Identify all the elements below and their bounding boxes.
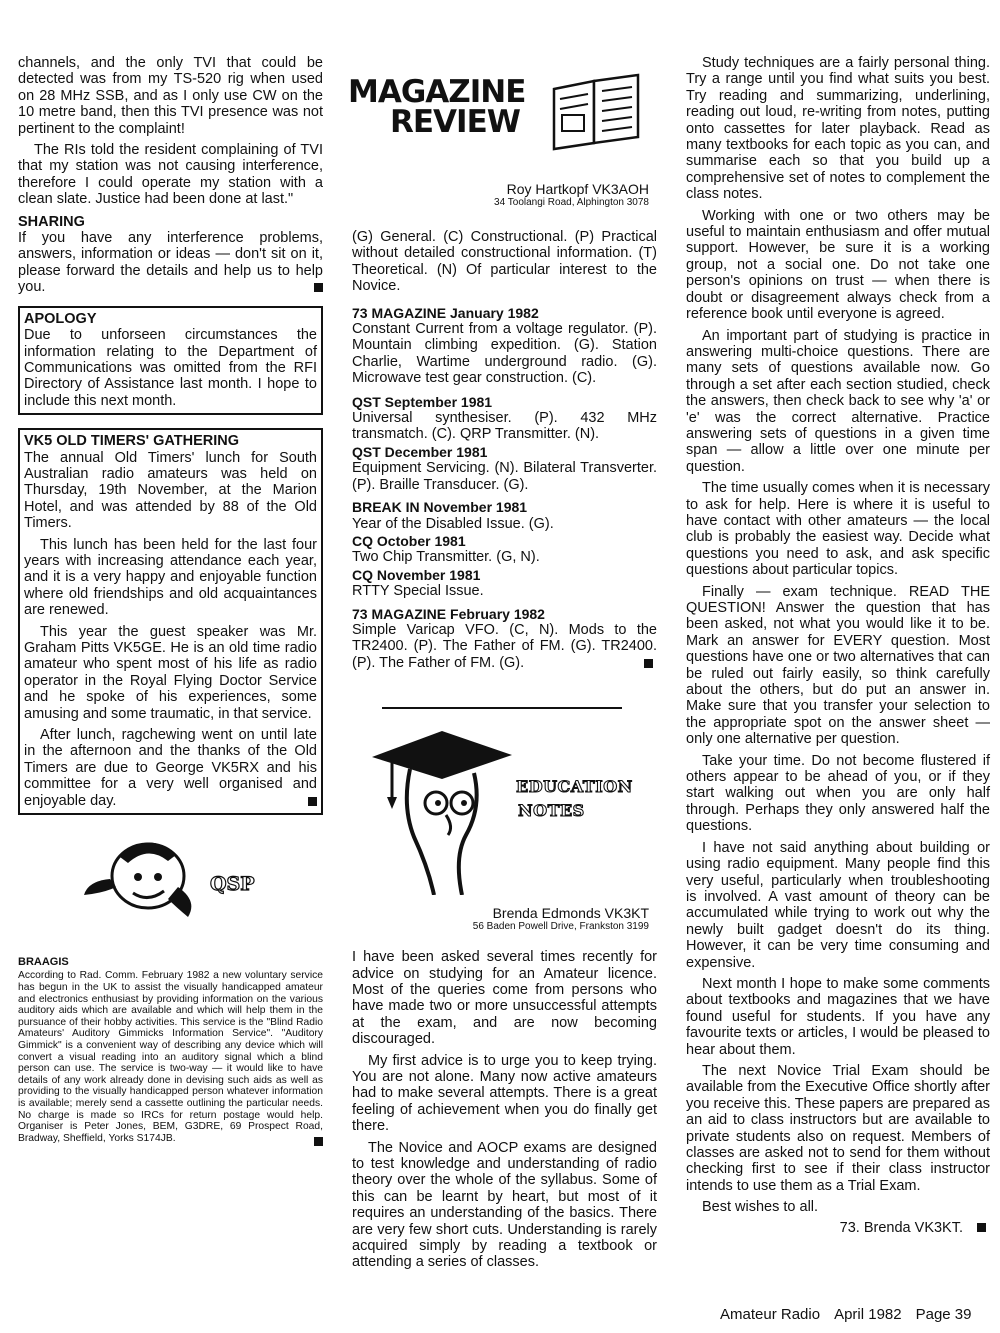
review-author: Roy Hartkopf VK3AOH [506,181,649,197]
review-entry-heading: CQ November 1981 [352,566,481,583]
review-entry-text: Universal synthesiser. (P). 432 MHz transmatch. (C). QRP Transmitter. (N). [352,410,657,443]
education-paragraph-1: I have been asked several times recently for advice on studying for an Amateur licence. Most of the queries come from persons who have made two or more unsuccessful attempts at the exam, and are now becoming discouraged. [352,949,657,1048]
education-paragraph-2: My first advice is to urge you to keep trying. You are not alone. Many now active amateurs had to make several attempts. There is a great feeling of achievement when you do finally get there. [352,1052,657,1135]
review-entry-text: Constant Current from a voltage regulator. (P). Mountain climbing expedition. (G). Station Charlie, Wartime underground radio. (G). Microwave test gear construction. (C). [352,321,657,387]
braagis-section [18,954,323,1144]
study-paragraph-4: The time usually comes when it is necessary to ask for help. Here is where it is useful to have contact with other amateurs — the local club is probably the easiest way. Decide what questions you need to ask, and ask specific questions about particular topics. [686,480,990,579]
review-entries [352,305,657,672]
study-paragraph-7: I have not said anything about building or using radio equipment. Many people find this very useful, particularly when troubleshooting is involved. A vast amount of theory can be accumulated while trying to work out why the newly built gadget doesn't do its thing. However, it can be very time consuming and expensive. [686,839,990,971]
end-mark-icon [308,797,317,806]
review-entry-heading: 73 MAGAZINE February 1982 [352,605,545,622]
study-paragraph-2: Working with one or two others may be useful to maintain enthusiasm and offer mutual support. However, be sure it is a working group, not a social one. Do not take one person's opinions on trust — when there is doubt or disagreement always check from a reference book until everyone is agreed. [686,207,990,323]
apology-box [18,306,323,415]
study-paragraph-8: Next month I hope to make some comments about textbooks and magazines that we have found useful for students. If you have any favourite texts or articles, I would be pleased to hear about them. [686,975,990,1058]
vk5-box [18,428,323,815]
section-divider [382,707,622,709]
review-entry-text: Two Chip Transmitter. (G, N). [352,549,540,566]
review-entry-heading: BREAK IN November 1981 [352,499,528,516]
review-entry-heading: QST September 1981 [352,393,493,410]
vk5-paragraph-3: This year the guest speaker was Mr. Graham Pitts VK5GE. He is an old time radio amateur who spent most of his life as radio operator in the Royal Flying Doctor Service and he spoke of his experiences, some amusing and some traumatic, in that service. [24,623,317,722]
end-mark-icon [977,1223,986,1232]
study-paragraph-9: The next Novice Trial Exam should be available from the Executive Office shortly after you receive this. These papers are prepared as an aid to class instructors but are available to private students also on request. Members of classes are asked not to send for them without checking first to see if their class instructor intends to use them as a Trial Exam. [686,1062,990,1194]
footer-publication: Amateur Radio [720,1306,821,1323]
review-key: (G) General. (C) Constructional. (P) Practical without detailed constructional information. (T) Theoretical. (N) Of particular interest to the Novice. [352,229,657,295]
vk5-paragraph-2: This lunch has been held for the last four years with increasing attendance each year, and it is a very happy and enjoyable function where old friendships and old acquaintances are renewed. [24,536,317,619]
review-entry-text: Simple Varicap VFO. (C, N). Mods to the TR2400. (P). The Father of FM. (G). TR2400. (P). The Father of FM. (G). [352,621,657,671]
column-right [686,55,990,1236]
education-notes-header [352,717,657,895]
education-title-1: EDUCATION [516,777,633,797]
end-mark-icon [644,659,653,668]
footer-date: April 1982 [834,1306,902,1323]
education-title-2: NOTES [518,801,585,821]
graduate-cartoon-icon [362,717,512,895]
page-footer [720,1306,986,1323]
open-book-icon [548,69,644,151]
education-author: Brenda Edmonds VK3KT [492,905,649,922]
sharing-heading: SHARING [18,213,85,230]
review-entry-heading: QST December 1981 [352,443,488,460]
vk5-paragraph-1: The annual Old Timers' lunch for South Australian radio amateurs was held on Thursday, 19th November, at the Marion Hotel, and was attended by 88 of the Old Timers. [24,449,317,532]
review-title-1: MAGAZINE [348,74,526,110]
end-mark-icon [314,1137,323,1146]
qsp-cartoon-icon [18,821,323,951]
study-paragraph-1: Study techniques are a fairly personal thing. Try a range until you find what suits you best. Try reading and summarizing, underlining, reading out loud, re-writing from notes, putting onto cassettes for later playback. Read as many textbooks for each topic as you can, and summarise each so that you build up a comprehensive set of notes to complement the class notes. [686,55,990,203]
review-entry-text: Year of the Disabled Issue. (G). [352,515,554,532]
apology-heading: APOLOGY [24,310,97,327]
qsp-label: QSP [210,873,255,896]
column-left [18,55,323,1146]
apology-text: Due to unforseen circumstances the information relating to the Department of Communications was omitted from the RFI Directory of Assistance last month. I hope to include this next month. [24,327,317,409]
review-entry-text: Equipment Servicing. (N). Bilateral Transverter. (P). Braille Transducer. (G). [352,460,657,493]
education-address: 56 Baden Powell Drive, Frankston 3199 [472,921,649,933]
qsp-logo [18,821,323,951]
braagis-heading: BRAAGIS [18,956,69,969]
footer-page: Page 39 [915,1306,972,1323]
magazine-review-header [348,55,657,140]
study-paragraph-5: Finally — exam technique. READ THE QUESTION! Answer the question that has been asked, not what you would like it to be. Mark an answer for EVERY question. Most questions have one or two alternatives that can be ruled out fairly easily, so think carefully about the others, but do put an answer in. Make sure that you transfer your selection to the appropriate spot on the answer sheet — only one alternative per question. [686,583,990,748]
review-entry-heading: 73 MAGAZINE January 1982 [352,304,539,321]
rfi-article-tail: channels, and the only TVI that could be detected was from my TS-520 rig when used on 28 MHz SSB, and as I only use CW on the 10 metre band, then this TVI presence was not pertinent to the complaint! [18,55,323,137]
review-entry-heading: CQ October 1981 [352,532,466,549]
signoff: 73. Brenda VK3KT. [686,1220,990,1236]
review-address: 34 Toolangi Road, Alphington 3078 [494,197,649,208]
end-mark-icon [314,283,323,292]
vk5-heading: VK5 OLD TIMERS' GATHERING [24,433,240,450]
study-paragraph-3: An important part of studying is practice in answering multi-choice questions. There are many sets of questions available now. Go through a set after each section studied, check the answers, then check back to see why 'a' or 'e' was the correct alternative. Practice answering sets of questions in a given time span — allow a little over one minute per question. [686,327,990,475]
study-paragraph-6: Take your time. Do not become flustered if others appear to be ahead of you, or if they start walking out when you are only half through. Perhaps they only answered half the questions. [686,752,990,835]
braagis-text: According to Rad. Comm. February 1982 a new voluntary service has begun in the UK to assist the visually handicapped amateur and electronics enthusiast by providing information on the various auditory aids which are available and which will help them in the pursuance of their hobby activities. This service is the "Blind Radio Amateurs' Auditory Gimmicks Information Service". "Auditory Gimmick" is a convenient way of describing any device which will convert a visual reading into an auditory signal which a blind person can use. The service is two-way — it would like to have details of any work already done in devising such aids as well as providing to the visually handicapped person whatever information is available; merely send a cassette outlining the particular needs. No charge is made so IRCs for return postage would help. Organiser is Peter Jones, BEM, G3DRE, 69 Prospect Road, Bradway, Sheffield, Yorks S174JB. [18,970,323,1144]
column-middle [348,55,657,1271]
rfi-article-tail-2: The RIs told the resident complaining of TVI that my station was not causing interference, therefore I could operate my station with a clean slate. Justice had been done at last." [18,142,323,208]
review-title-2: REVIEW [390,104,520,140]
vk5-paragraph-4: After lunch, ragchewing went on until late in the afternoon and the thanks of the Old Timers are due to George VK5RX and his committee for a very well organised and enjoyable day. [24,727,317,809]
review-entry-text: RTTY Special Issue. [352,583,484,600]
study-paragraph-10: Best wishes to all. [702,1199,819,1216]
sharing-text: If you have any interference problems, answers, information or ideas — don't sit on it, please forward the details and help us to help you. [18,230,323,296]
education-paragraph-3: The Novice and AOCP exams are designed to test knowledge and understanding of radio theory over the whole of the syllabus. Some of this can be learnt by heart, but most of it requires an understanding of the basics. There are very few short cuts. Understanding is rarely acquired simply by reading a textbook or attending a series of classes. [352,1139,657,1271]
